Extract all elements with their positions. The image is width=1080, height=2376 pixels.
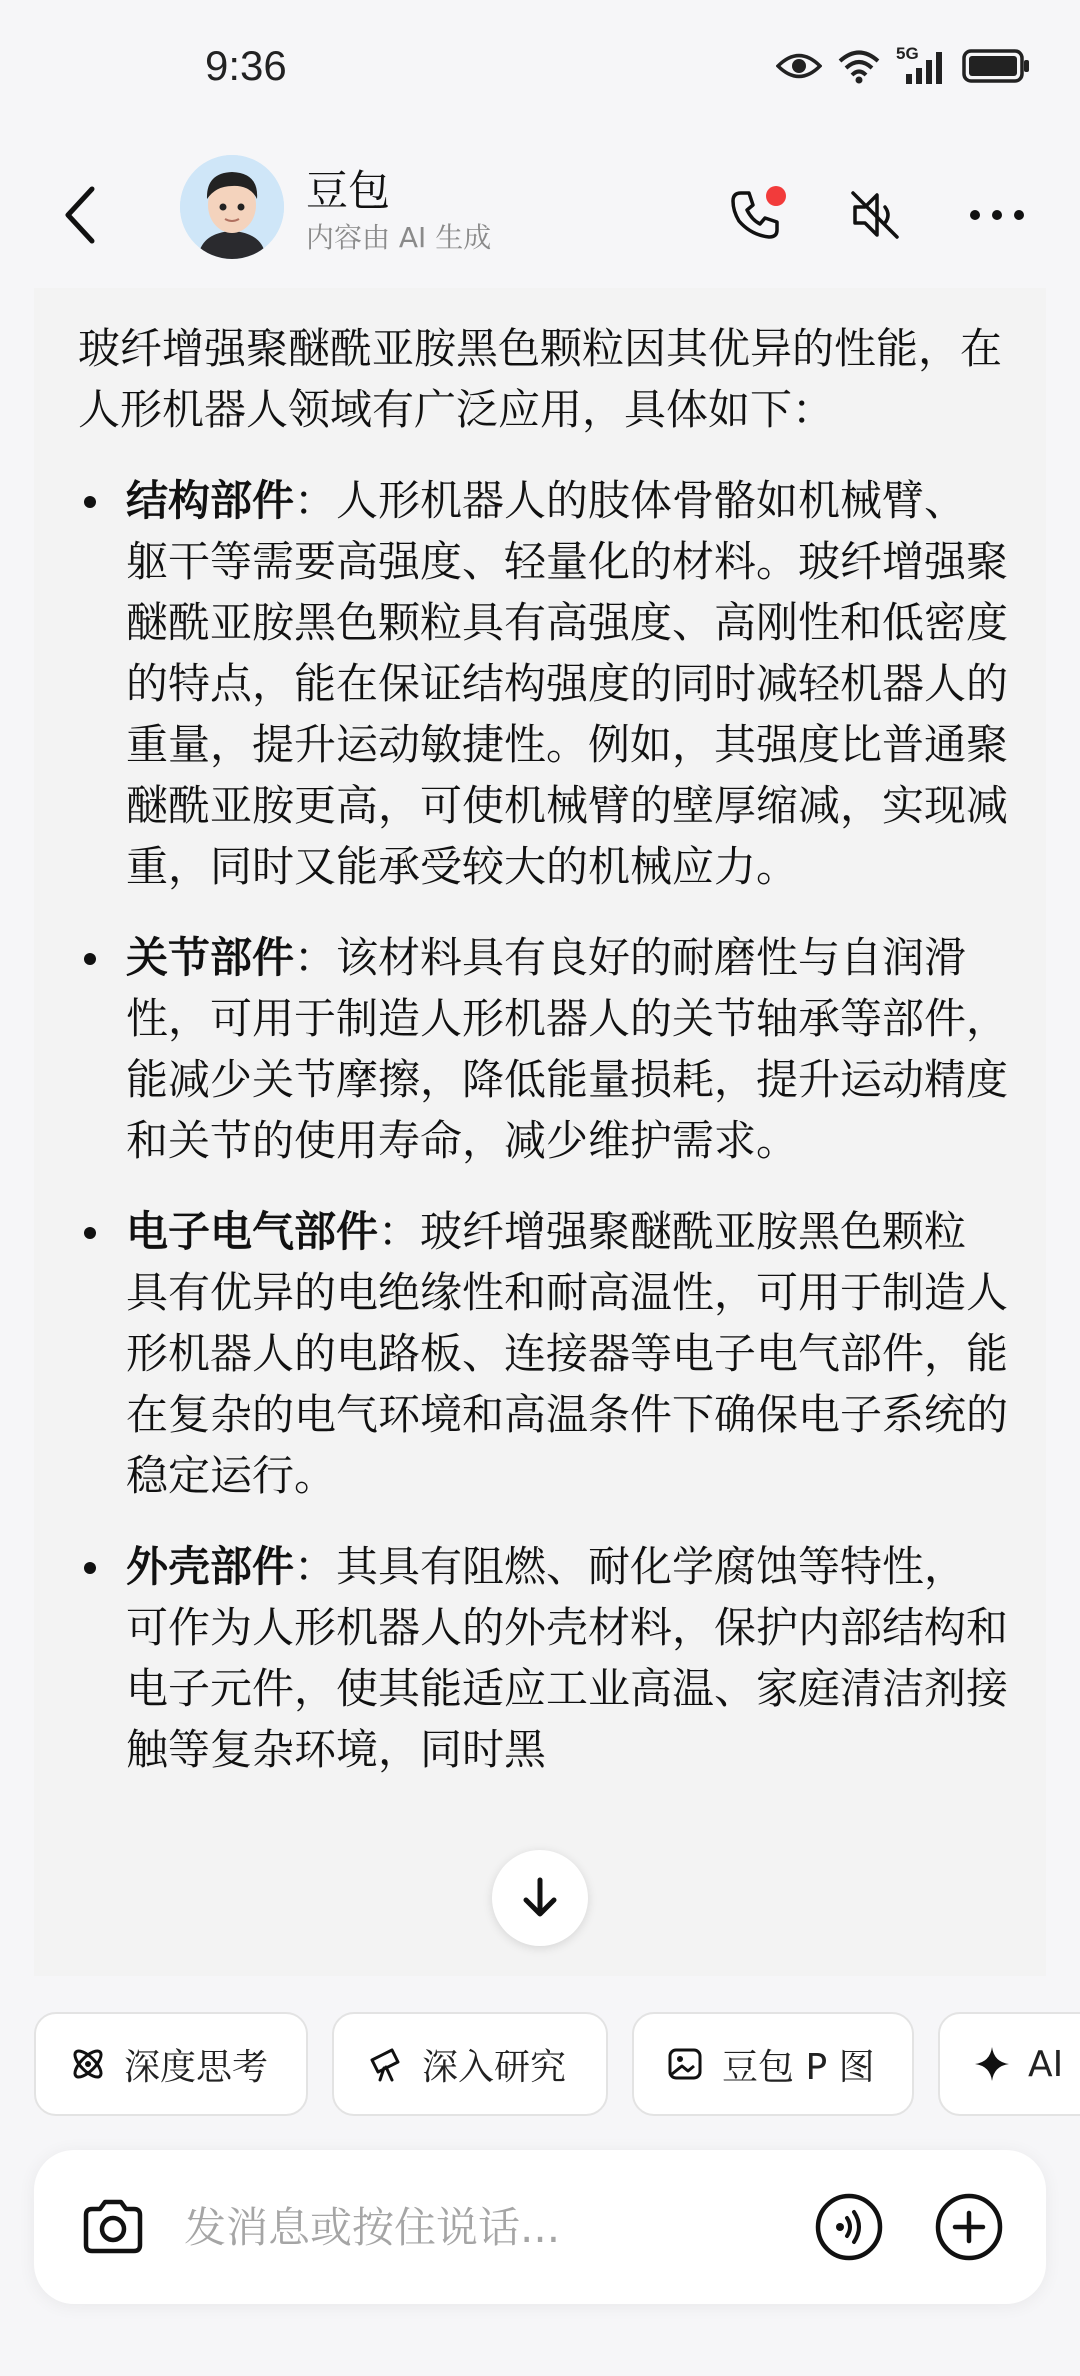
eye-icon bbox=[776, 51, 822, 81]
list-item bbox=[78, 470, 1008, 897]
chip-label: 深入研究 bbox=[422, 2046, 567, 2088]
notification-dot bbox=[766, 186, 786, 206]
item-title: 关节部件 bbox=[126, 933, 295, 982]
item-text: ：玻纤增强聚醚酰亚胺黑色颗粒具有优异的电绝缘性和耐高温性，可用于制造人形机器人的电路板、连接器等电子电气部件，能在复杂的电气环境和高温条件下确保电子系统的稳定运行。 bbox=[126, 1207, 1009, 1500]
camera-icon bbox=[80, 2197, 146, 2257]
list-item bbox=[78, 927, 1008, 1171]
chip-label: 豆包 P 图 bbox=[722, 2046, 875, 2088]
status-bar bbox=[0, 0, 1080, 140]
chat-header bbox=[0, 140, 1080, 290]
list-item bbox=[78, 1536, 1008, 1780]
sparkle-icon bbox=[972, 2044, 1012, 2084]
chip-deep-research[interactable] bbox=[332, 2012, 608, 2116]
chip-label: 深度思考 bbox=[124, 2046, 269, 2088]
item-title: 外壳部件 bbox=[126, 1542, 295, 1591]
voice-wave-icon bbox=[814, 2192, 884, 2262]
telescope-icon bbox=[366, 2044, 406, 2084]
bot-message bbox=[78, 318, 1008, 1810]
mute-button[interactable] bbox=[830, 170, 920, 260]
item-text: ：其具有阻燃、耐化学腐蚀等特性，可作为人形机器人的外壳材料，保护内部结构和电子元件，使其能适应工业高温、家庭清洁剂接触等复杂环境，同时黑 bbox=[126, 1542, 1009, 1774]
message-intro: 玻纤增强聚醚酰亚胺黑色颗粒因其优异的性能，在人形机器人领域有广泛应用，具体如下： bbox=[78, 324, 1003, 434]
chip-deep-thinking[interactable] bbox=[34, 2012, 308, 2116]
item-title: 结构部件 bbox=[126, 476, 295, 525]
plus-circle-icon bbox=[934, 2192, 1004, 2262]
ai-generated-label: 内容由 AI 生成 bbox=[306, 221, 492, 254]
camera-button[interactable] bbox=[72, 2186, 154, 2268]
message-input[interactable] bbox=[184, 2190, 804, 2264]
chat-message-area[interactable] bbox=[34, 288, 1046, 1976]
scroll-to-bottom-button[interactable] bbox=[492, 1850, 588, 1946]
voice-call-button[interactable] bbox=[808, 2186, 890, 2268]
add-button[interactable] bbox=[928, 2186, 1010, 2268]
item-text: ：人形机器人的肢体骨骼如机械臂、躯干等需要高强度、轻量化的材料。玻纤增强聚醚酰亚胺黑色颗粒具有高强度、高刚性和低密度的特点，能在保证结构强度的同时减轻机器人的重量，提升运动敏捷性。例如，其强度比普通聚醚酰亚胺更高，可使机械臂的壁厚缩减，实现减重，同时又能承受较大的机械应力。 bbox=[126, 476, 1009, 891]
atom-icon bbox=[68, 2044, 108, 2084]
message-input-bar bbox=[34, 2150, 1046, 2304]
list-item bbox=[78, 1201, 1008, 1506]
chip-image-edit[interactable] bbox=[632, 2012, 914, 2116]
call-button[interactable] bbox=[710, 170, 800, 260]
wifi-icon bbox=[836, 48, 882, 84]
more-options-button[interactable] bbox=[952, 170, 1042, 260]
message-list bbox=[78, 470, 1008, 1780]
battery-icon bbox=[962, 49, 1032, 83]
arrow-down-icon bbox=[520, 1876, 560, 1920]
status-icons bbox=[776, 44, 1032, 84]
feature-chips bbox=[0, 2012, 1080, 2118]
network-type: 5G bbox=[896, 44, 919, 63]
avatar[interactable] bbox=[180, 155, 284, 259]
item-title: 电子电气部件 bbox=[126, 1207, 379, 1256]
image-edit-icon bbox=[666, 2044, 706, 2084]
chip-ai[interactable] bbox=[938, 2012, 1080, 2116]
chip-label: AI bbox=[1028, 2043, 1064, 2085]
cellular-signal-icon bbox=[896, 44, 948, 84]
bot-name: 豆包 bbox=[306, 166, 391, 215]
chevron-left-icon bbox=[60, 185, 100, 245]
speaker-muted-icon bbox=[847, 187, 903, 243]
back-button[interactable] bbox=[40, 170, 120, 260]
status-time: 9:36 bbox=[205, 42, 287, 89]
item-text: ：该材料具有良好的耐磨性与自润滑性，可用于制造人形机器人的关节轴承等部件，能减少关节摩擦，降低能量损耗，提升运动精度和关节的使用寿命，减少维护需求。 bbox=[126, 933, 1009, 1165]
more-horizontal-icon bbox=[967, 205, 1027, 225]
